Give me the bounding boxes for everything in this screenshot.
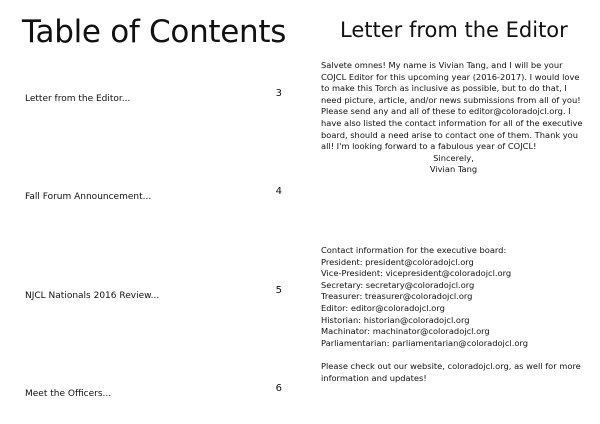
contact-line: Machinator: machinator@coloradojcl.org: [321, 326, 490, 337]
toc-entry-page: 4: [275, 186, 282, 197]
letter-paragraph: Salvete omnes! My name is Vivian Tang, and I will be your COJCL Editor for this upcoming year (2016-2017). I would love to make this Torch as inclusive as possible, but to do that, I need picture, article, and/or news submissions from all of you! Please send any and all of these to editor@coloradojcl.org. I have also listed the contact information for all of the executive board, should a need arise to contact one of them. Thank you all! I'm looking forward to a fabulous year of COJCL!: [321, 60, 583, 152]
toc-entry-page: 3: [275, 88, 282, 99]
contact-line: Editor: editor@coloradojcl.org: [321, 302, 445, 313]
website-note: Please check out our website, coloradojcl.org, as well for more information and updates!: [321, 360, 581, 383]
toc-entry-label: Letter from the Editor...: [25, 94, 131, 104]
contact-line: Parliamentarian: parliamentarian@coloradojcl.org: [321, 337, 528, 348]
toc-entry-label: Meet the Officers...: [25, 389, 112, 399]
letter-closing: Sincerely,: [433, 152, 474, 163]
toc-entry-page: 6: [275, 383, 282, 394]
contact-line: Vice-President: vicepresident@coloradojcl.org: [321, 268, 512, 279]
contact-line: Secretary: secretary@coloradojcl.org: [321, 279, 475, 290]
toc-title: Table of Contents: [22, 14, 287, 50]
letter-signature: Vivian Tang: [429, 164, 478, 175]
contact-heading: Contact information for the executive board:: [321, 245, 507, 255]
contact-line: President: president@coloradojcl.org: [321, 256, 474, 267]
toc-entry-label: NJCL Nationals 2016 Review...: [25, 291, 160, 301]
toc-entry-page: 5: [275, 285, 282, 296]
contact-line: Historian: historian@coloradojcl.org: [321, 314, 470, 325]
toc-entry-label: Fall Forum Announcement...: [25, 192, 152, 202]
letter-body: [321, 60, 586, 176]
letter-title: Letter from the Editor: [340, 18, 568, 42]
contact-line: Treasurer: treasurer@coloradojcl.org: [321, 291, 473, 302]
contact-section: [321, 245, 586, 384]
editor-letter-page: [300, 0, 600, 424]
